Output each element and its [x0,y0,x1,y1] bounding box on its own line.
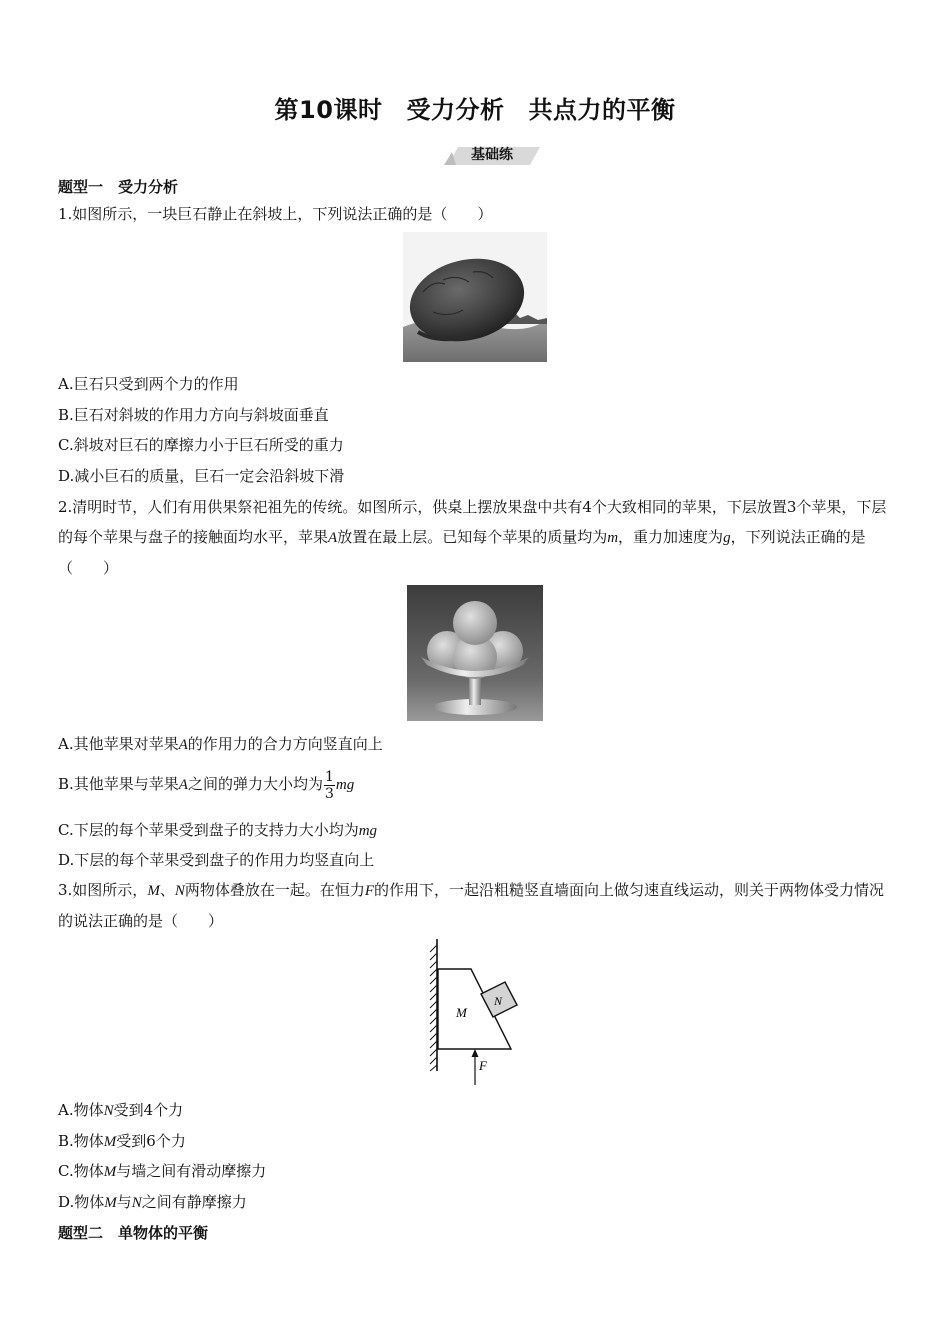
one-third-fraction [324,769,335,802]
q3-option-d [58,1192,247,1213]
q1-stem: 1.如图所示，一块巨石静止在斜坡上，下列说法正确的是（ ） [58,205,493,223]
q2-a-var: A [178,737,188,753]
title-lesson: 第10课时 [274,96,383,124]
q2-b-var: A [178,777,188,793]
q1-option-b: B.巨石对斜坡的作用力方向与斜坡面垂直 [58,406,329,424]
q3-stem-part1: 3.如图所示， [58,881,148,899]
q2-c-text: C.下层的每个苹果受到盘子的支持力大小均为 [58,821,359,839]
q2-a-text2: 的作用力的合力方向竖直向上 [187,735,383,753]
q3-b-text2: 受到6个力 [116,1132,186,1150]
q3-a-var: N [103,1103,114,1119]
page-title [0,90,950,125]
q2-b-text1: B.其他苹果与苹果 [58,775,179,793]
q3-d-text2: 与 [116,1193,132,1211]
section-heading-single-body-equilibrium: 题型二 单物体的平衡 [58,1224,209,1242]
q1-option-d: D.减小巨石的质量，巨石一定会沿斜坡下滑 [58,467,345,485]
label-m: M [456,1005,467,1020]
q2-stem-part4: ，下列说法正确的是（ ） [58,528,866,577]
q2-option-a [58,734,383,755]
q3-d-var2: N [131,1195,142,1211]
q3-d-text1: D.物体 [58,1193,105,1211]
q2-option-d: D.下层的每个苹果受到盘子的作用力均竖直向上 [58,851,375,869]
q2-stem [58,492,890,583]
q3-var-m: M [147,883,160,899]
q2-stem-part3: ，重力加速度为 [618,528,724,546]
q2-b-text2: 之间的弹力大小均为 [187,775,323,793]
q3-b-text1: B.物体 [58,1132,104,1150]
q1-option-c: C.斜坡对巨石的摩擦力小于巨石所受的重力 [58,436,344,454]
q2-stem-part1: 2.清明时节，人们有用供果祭祀祖先的传统。如图所示，供桌上摆放果盘中共有4个大致相同的苹果，下层放置3个苹果，下层的每个苹果与盘子的接触面均水平，苹果 [58,498,887,546]
fraction-denominator: 3 [324,785,334,802]
wall-hatching [430,945,437,1071]
q3-var-f: F [364,883,375,899]
q2-var-g: g [723,530,731,546]
fraction-numerator: 1 [324,768,334,785]
force-f-arrowhead [472,1049,479,1057]
q3-d-text3: 之间有静摩擦力 [141,1193,247,1211]
q3-c-var: M [103,1164,117,1180]
basic-practice-banner [444,144,540,166]
q2-var-m: m [607,530,619,546]
q3-a-text1: A.物体 [58,1101,104,1119]
q3-option-c [58,1161,266,1182]
q2-stem-part2: 放置在最上层。已知每个苹果的质量均为 [337,528,608,546]
wall-blocks-diagram [425,937,525,1087]
q3-sep: 、 [159,881,175,899]
title-topic2: 共点力的平衡 [528,96,676,124]
label-n: N [494,994,503,1008]
q1-option-a: A.巨石只受到两个力的作用 [58,375,239,393]
q2-b-mg: mg [335,777,355,793]
q3-c-text2: 与墙之间有滑动摩擦力 [116,1162,267,1180]
q3-stem-part2: 两物体叠放在一起。在恒力 [184,881,365,899]
q3-d-var1: M [104,1195,117,1211]
q2-option-c [58,820,377,841]
banner-label: 基础练 [471,147,513,163]
q2-var-a: A [328,530,338,546]
q2-a-text1: A.其他苹果对苹果 [58,735,179,753]
q3-stem [58,875,890,936]
section-heading-force-analysis: 题型一 受力分析 [58,178,179,196]
q3-var-n: N [174,883,185,899]
q3-c-text1: C.物体 [58,1162,104,1180]
boulder-photo [403,232,547,362]
q3-a-text2: 受到4个力 [113,1101,184,1119]
q2-c-mg: mg [358,823,378,839]
title-topic1: 受力分析 [406,96,505,124]
label-f: F [479,1058,487,1073]
q3-stem-part3: 的作用下，一起沿粗糙竖直墙面向上做匀速直线运动，则关于两物体受力情况的说法正确的是（ ） [58,881,885,930]
q3-option-b [58,1131,186,1152]
apple-plate-photo [407,585,543,721]
q3-b-var: M [103,1134,117,1150]
q2-option-b [58,766,354,803]
q3-option-a [58,1100,183,1121]
